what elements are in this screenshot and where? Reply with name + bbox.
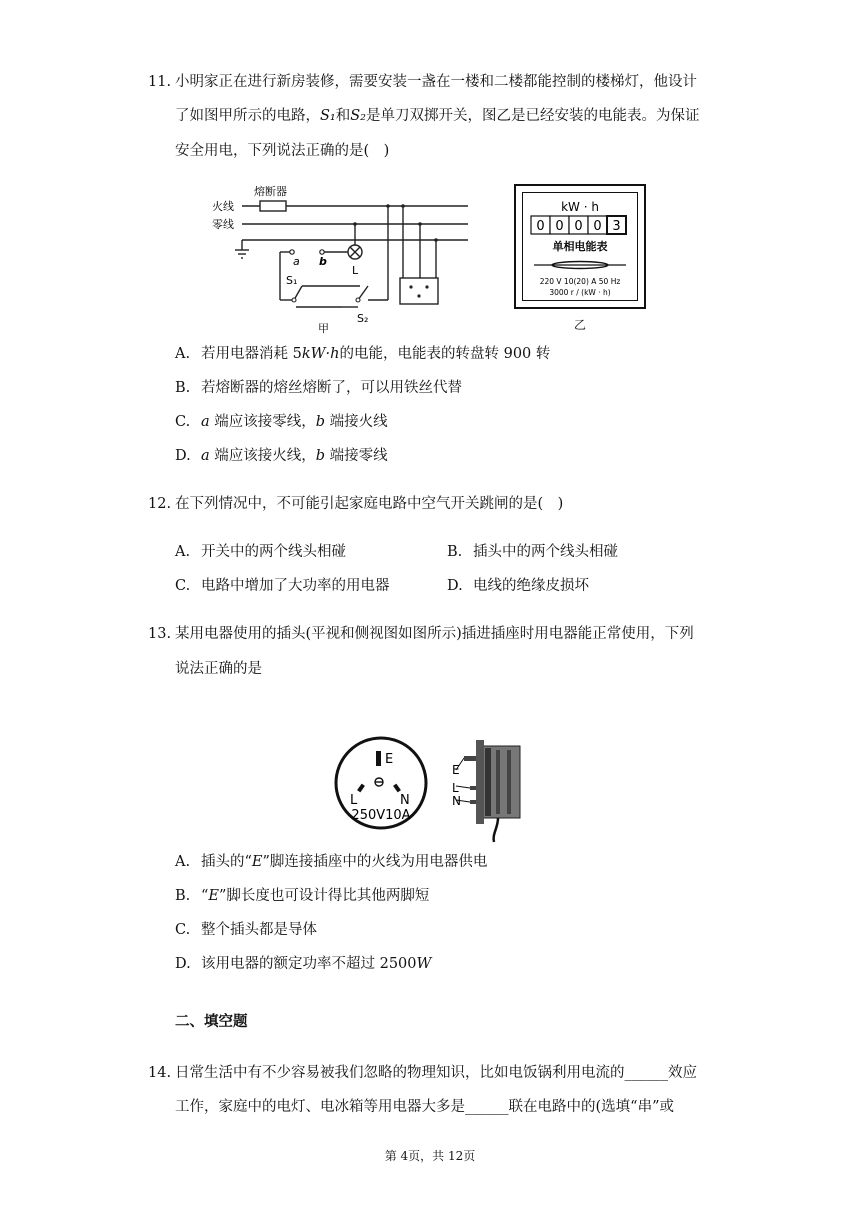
option-label: C. <box>175 922 191 938</box>
option-text: 电线的绝缘皮损坏 <box>473 578 589 594</box>
switch-symbol: S₂ <box>350 108 366 124</box>
question-text: 工作，家庭中的电灯、电冰箱等用电器大多是______联在电路中的(选填“串”或 <box>175 1099 674 1115</box>
plug-diagram <box>332 734 532 846</box>
option-text: 端接火线 <box>325 414 388 430</box>
option-label: D. <box>447 578 463 594</box>
option-label: B. <box>447 544 463 560</box>
option-c <box>175 920 317 940</box>
option-label: D. <box>175 448 191 464</box>
question-text: 安全用电，下列说法正确的是( ) <box>175 143 390 159</box>
option-a <box>175 852 487 872</box>
question-text: 说法正确的是 <box>175 661 262 677</box>
pin-n-label: N <box>400 793 410 808</box>
option-text: 电路中增加了大功率的用电器 <box>201 578 390 594</box>
option-text: 该用电器的额定功率不超过 2500 <box>201 956 417 972</box>
question-text <box>175 106 700 126</box>
question-text: 在下列情况中，不可能引起家庭电路中空气开关跳闸的是( ) <box>175 496 564 512</box>
text-run: 是单刀双掷开关，图乙是已经安装的电能表。为保证 <box>366 108 700 124</box>
switch-symbol: S₁ <box>320 108 336 124</box>
meter-digit: 0 <box>536 219 545 234</box>
option-b <box>175 886 429 906</box>
meter-unit: kW · h <box>561 200 599 214</box>
option-text: E <box>208 888 220 904</box>
option-text: 端应该接零线， <box>209 414 316 430</box>
option-text: 开关中的两个线头相碰 <box>201 544 346 560</box>
option-d <box>175 954 431 974</box>
option-text: 插头的“ <box>201 854 252 870</box>
rating-label: 250V10A <box>351 808 411 823</box>
meter-digit: 0 <box>593 219 602 234</box>
terminal-b-label: b <box>319 255 327 268</box>
text-run: 和 <box>335 108 351 124</box>
option-text: 端应该接火线， <box>209 448 316 464</box>
option-text: 若用电器消耗 5 <box>201 346 302 362</box>
meter-digit: 0 <box>555 219 564 234</box>
option-text: E <box>251 854 263 870</box>
live-line-label: 火线 <box>212 200 234 213</box>
option-text: 若熔断器的熔丝熔断了，可以用铁丝代替 <box>201 380 462 396</box>
option-a <box>175 542 346 562</box>
question-number: 11. <box>148 74 172 90</box>
meter-name: 单相电能表 <box>552 240 608 253</box>
question-text: 某用电器使用的插头(平视和侧视图如图所示)插进插座时用电器能正常使用，下列 <box>175 626 694 642</box>
option-c <box>175 576 390 596</box>
option-text: a <box>201 448 210 464</box>
option-d <box>447 576 589 596</box>
option-text: 的电能，电能表的转盘转 900 转 <box>339 346 551 362</box>
fuse-label: 熔断器 <box>254 185 287 198</box>
option-label: C. <box>175 578 191 594</box>
option-b <box>447 542 618 562</box>
question-text: 日常生活中有不少容易被我们忽略的物理知识，比如电饭锅利用电流的______效应 <box>175 1065 697 1081</box>
figure-caption: 乙 <box>574 318 587 332</box>
meter-digit: 0 <box>574 219 583 234</box>
lamp-label: L <box>352 264 359 277</box>
option-label: B. <box>175 888 191 904</box>
option-text: a <box>201 414 210 430</box>
option-a <box>175 344 550 364</box>
figure-caption: 甲 <box>318 322 329 334</box>
meter-digit: 3 <box>612 219 621 234</box>
meter-spec: 220 V 10(20) A 50 Hz <box>539 277 621 286</box>
option-b <box>175 378 462 398</box>
circuit-diagram <box>210 182 475 334</box>
option-label: A. <box>175 854 191 870</box>
option-d <box>175 446 388 466</box>
option-text: b <box>315 448 326 464</box>
option-label: C. <box>175 414 191 430</box>
option-text: ”脚连接插座中的火线为用电器供电 <box>262 854 488 870</box>
option-text: 插头中的两个线头相碰 <box>473 544 618 560</box>
energy-meter <box>514 184 646 309</box>
option-text: “ <box>201 888 209 904</box>
section-heading: 二、填空题 <box>175 1013 248 1030</box>
option-text: ”脚长度也可设计得比其他两脚短 <box>219 888 430 904</box>
option-text: kW·h <box>301 346 340 362</box>
pin-e-label: E <box>385 752 394 767</box>
side-n-label: N <box>452 794 461 808</box>
terminal-a-label: a <box>293 255 300 268</box>
question-number: 14. <box>148 1065 172 1081</box>
switch-s1-label: S₁ <box>286 274 298 287</box>
option-label: A. <box>175 346 191 362</box>
neutral-line-label: 零线 <box>212 218 234 231</box>
question-number: 12. <box>148 496 172 512</box>
question-number: 13. <box>148 626 172 642</box>
option-text: W <box>416 956 432 972</box>
option-label: B. <box>175 380 191 396</box>
option-text: 整个插头都是导体 <box>201 922 317 938</box>
page-footer: 第 4页，共 12页 <box>384 1149 476 1163</box>
question-text: 小明家正在进行新房装修，需要安装一盏在一楼和二楼都能控制的楼梯灯，他设计 <box>175 74 697 90</box>
pin-l-label: L <box>350 793 358 808</box>
option-text: 端接零线 <box>325 448 388 464</box>
switch-s2-label: S₂ <box>357 312 369 325</box>
text-run: 了如图甲所示的电路， <box>175 108 320 124</box>
option-label: D. <box>175 956 191 972</box>
side-l-label: L <box>452 781 459 795</box>
option-text: b <box>315 414 326 430</box>
side-e-label: E <box>452 763 460 777</box>
option-label: A. <box>175 544 191 560</box>
meter-constant: 3000 r / (kW · h) <box>549 288 611 297</box>
option-c <box>175 412 388 432</box>
